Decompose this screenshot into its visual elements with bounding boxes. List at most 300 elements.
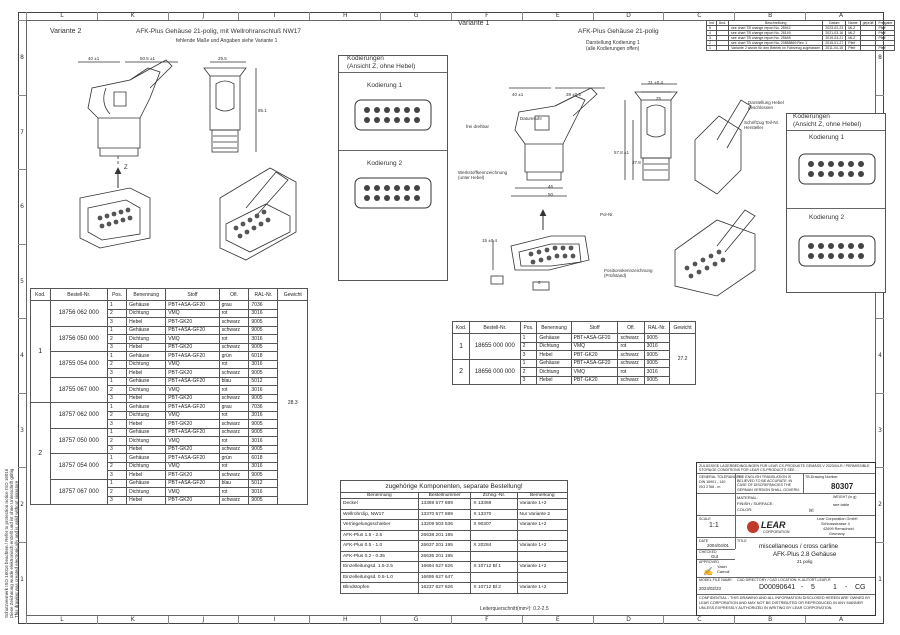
- zone-label: I: [238, 616, 309, 624]
- parts-cell: 5012: [249, 377, 278, 386]
- parts-cell: schwarz: [219, 326, 249, 335]
- parts-cell: Hebel: [127, 318, 166, 327]
- order-number-cell: 18755 054 000: [50, 352, 108, 378]
- parts-cell: 9005: [644, 351, 670, 360]
- parts-cell: Dichtung: [127, 411, 166, 420]
- parts-cell: PBT+ASA-GF20: [166, 428, 219, 437]
- components-cell: X 13369: [471, 499, 517, 510]
- parts-cell: Gehäuse: [127, 352, 166, 361]
- parts-cell: PBT+ASA-GF20: [166, 301, 219, 310]
- parts-cell: schwarz: [219, 420, 249, 429]
- rev-cell: 3: [707, 36, 717, 41]
- parts-cell: 1: [108, 403, 127, 412]
- zone-label: I: [238, 12, 309, 20]
- revision-table: [706, 20, 895, 51]
- components-header: Benennung: [341, 493, 419, 499]
- v2-view-z: Z: [124, 165, 128, 171]
- kod-left-k1: Kodierung 1: [367, 82, 403, 89]
- parts-cell: PBT-GK20: [166, 420, 219, 429]
- order-number-cell: 18656 000 000: [470, 359, 520, 385]
- parts-cell: 3: [108, 445, 127, 454]
- zone-label: 8: [18, 20, 26, 95]
- components-cell: Einzelleitungsd. 0.5-1.0: [341, 572, 419, 583]
- rev-cell: 2023-02-23: [823, 26, 846, 31]
- parts-cell: 3: [108, 471, 127, 480]
- side-note: [2, 470, 18, 620]
- components-cell: Variante 1+2: [517, 583, 568, 594]
- parts-cell: schwarz: [219, 445, 249, 454]
- parts-cell: Dichtung: [537, 368, 571, 377]
- rev-header: Beschreibung: [729, 21, 823, 26]
- tb-country: Germany: [829, 532, 845, 536]
- tb-tol-value: DIN 16901 - 140: [699, 480, 726, 484]
- parts-cell: PBT+ASA-GF20: [571, 359, 618, 368]
- v1-dim-37: 37.8: [632, 160, 641, 165]
- parts-cell: schwarz: [618, 334, 644, 343]
- side-note-2: Diese Zeichnung wurde elektronisch erstellt und ist ohne Unterschrift gültig: [9, 468, 14, 618]
- rev-cell: 2015-01-27: [823, 41, 846, 46]
- v1-note-drehbar: frei drehbar: [466, 124, 490, 129]
- parts-left-header: Stoff: [166, 289, 219, 301]
- tb-approver: Yasin Camoli: [717, 564, 730, 574]
- zone-label: A: [805, 616, 876, 624]
- v2-dim-40: 40 ±1: [88, 56, 100, 61]
- parts-cell: Dichtung: [127, 309, 166, 318]
- parts-cell: 9005: [249, 420, 278, 429]
- tb-company: Lear Corporation GmbH: [817, 517, 858, 521]
- table-row: [31, 454, 308, 463]
- parts-cell: 1: [108, 428, 127, 437]
- zone-label: E: [522, 616, 593, 624]
- parts-cell: schwarz: [219, 471, 249, 480]
- variant2-label: Variante 2: [50, 28, 82, 35]
- tb-dash: -: [801, 584, 804, 591]
- parts-left-header: Kod.: [31, 289, 51, 301]
- parts-cell: grün: [219, 454, 249, 463]
- parts-cell: Gehäuse: [127, 428, 166, 437]
- components-cell: [517, 572, 568, 583]
- table-row: [453, 359, 696, 368]
- zone-label: 4: [876, 318, 884, 393]
- parts-cell: PBT+ASA-GF20: [166, 352, 219, 361]
- components-cell: Verriegelungsschieber: [341, 520, 419, 531]
- parts-cell: PBT-GK20: [166, 471, 219, 480]
- parts-cell: PBT-GK20: [166, 343, 219, 352]
- kodierungen-left-panel: [338, 55, 448, 281]
- parts-cell: Hebel: [127, 343, 166, 352]
- parts-cell: 9005: [249, 428, 278, 437]
- parts-cell: Gehäuse: [537, 359, 571, 368]
- rev-cell: see chart TB change report No. 28149: [729, 31, 823, 36]
- components-cell: [471, 572, 517, 583]
- v1-dim-46: 46: [548, 184, 554, 189]
- order-number-cell: 18755 067 000: [50, 377, 108, 403]
- order-number-cell: 18757 067 000: [50, 479, 108, 505]
- tb-storage-note: ZULÄSSIGE LAGERBEDINGUNGEN FÜR LEAR CS-PRODUKTE GEMÄSS V 2023/04-R / PERMISSIBLE STORAGE CONDITIONS FOR LEAR CS-PRODUCTS SEE ...: [699, 464, 870, 472]
- parts-cell: 3016: [249, 360, 278, 369]
- parts-cell: Hebel: [537, 351, 571, 360]
- parts-cell: Hebel: [127, 369, 166, 378]
- zone-label: C: [663, 12, 734, 20]
- kod-right-title: Kodierungen: [793, 113, 830, 120]
- components-cell: Einzelleitungsd. 1.5-2.5: [341, 562, 419, 573]
- table-row: [341, 499, 568, 510]
- parts-cell: 6018: [249, 454, 278, 463]
- rev-cell: 4: [707, 31, 717, 36]
- title-block: [696, 462, 876, 616]
- components-cell: Nur Variante 2: [517, 509, 568, 520]
- components-cell: Variante 1+2: [517, 520, 568, 531]
- parts-cell: rot: [219, 309, 249, 318]
- parts-right-header: Pos.: [520, 322, 537, 334]
- components-cell: X 10712 Bl 1: [471, 562, 517, 573]
- tb-translation-note: THE ENGLISH TRANSLATION IS BELIEVED TO BE ACCURATE. IN CASE OF DISCREPANCIES THE GERMAN VERSION SHALL GOVERN.: [737, 475, 800, 492]
- tb-lear-logo: LEAR: [761, 520, 786, 530]
- v1-note-werkstoff: Werkstoffkennzeichnung (unter Hebel): [458, 170, 508, 180]
- order-number-cell: 18757 062 000: [50, 403, 108, 429]
- parts-cell: 6018: [249, 352, 278, 361]
- parts-cell: Dichtung: [127, 386, 166, 395]
- parts-right-header: Bestell-Nr.: [470, 322, 520, 334]
- components-cell: 16695 627 647: [418, 572, 471, 583]
- table-row: [341, 509, 568, 520]
- kod-cell: 2: [31, 403, 51, 505]
- parts-cell: Hebel: [127, 420, 166, 429]
- parts-cell: grün: [219, 352, 249, 361]
- zone-label: B: [734, 616, 805, 624]
- parts-cell: 3016: [249, 309, 278, 318]
- parts-right-header: RAL-Nr.: [644, 322, 670, 334]
- rev-cell: see chart TB change report No. 25648: [729, 36, 823, 41]
- parts-cell: 3: [108, 496, 127, 505]
- tb-drawing-no: 80307: [831, 482, 854, 491]
- tb-scale: 1:1: [709, 522, 719, 529]
- rev-cell: 2021-03-16: [823, 31, 846, 36]
- rev-header: Ind: [707, 21, 717, 26]
- weight-cell: 28.3: [278, 301, 308, 505]
- v1-note-pol: Pol-Nr.: [600, 212, 614, 217]
- zone-labels-left: [18, 20, 26, 616]
- parts-cell: 2: [520, 342, 537, 351]
- tb-rev: 5: [811, 584, 815, 591]
- rev-cell: Pfeif: [876, 36, 895, 41]
- zone-label: 6: [18, 169, 26, 244]
- parts-cell: Dichtung: [127, 488, 166, 497]
- parts-cell: 3016: [249, 462, 278, 471]
- zone-label: D: [593, 616, 664, 624]
- parts-cell: 9005: [249, 369, 278, 378]
- tb-model-file: MODEL FILE NAME:: [699, 578, 733, 582]
- v1-note-schrift: Schriftzug Teil-Nr. Hersteller: [744, 120, 780, 130]
- zone-labels-top: [26, 12, 876, 20]
- parts-cell: VMQ: [166, 309, 219, 318]
- tb-scale-label: SCALE: [699, 517, 711, 521]
- parts-cell: 1: [108, 377, 127, 386]
- zone-label: 3: [876, 393, 884, 468]
- parts-cell: VMQ: [166, 411, 219, 420]
- tb-unit: [g]: [809, 507, 814, 512]
- signature-mark: ✍: [703, 567, 713, 576]
- table-row: [341, 572, 568, 583]
- components-cell: X 13370: [471, 509, 517, 520]
- parts-cell: Hebel: [127, 394, 166, 403]
- parts-cell: PBT-GK20: [166, 445, 219, 454]
- parts-cell: PBT-GK20: [166, 369, 219, 378]
- parts-cell: PBT+ASA-GF20: [166, 454, 219, 463]
- parts-cell: 2: [108, 411, 127, 420]
- components-cell: 16694 627 626: [418, 562, 471, 573]
- rev-cell: MLZ: [846, 26, 860, 31]
- table-row: [31, 377, 308, 386]
- parts-cell: PBT+ASA-GF20: [166, 326, 219, 335]
- table-row: [341, 583, 568, 594]
- tb-street: Schlossstrasse 4: [821, 522, 850, 526]
- parts-cell: 3016: [249, 488, 278, 497]
- zone-label: B: [734, 12, 805, 20]
- tb-doc-no: D00090641: [759, 584, 796, 591]
- components-cell: [471, 530, 517, 541]
- parts-cell: PBT+ASA-GF20: [166, 377, 219, 386]
- rev-cell: see chart TB change report No. 20888869 Rev. 1: [729, 41, 823, 46]
- variant1-title: AFK-Plus Gehäuse 21-polig: [578, 28, 659, 35]
- parts-cell: 9005: [249, 394, 278, 403]
- components-cell: 26637 201 195: [418, 541, 471, 552]
- components-table: [340, 480, 568, 594]
- v1-dim-57: 57.8 ±1: [614, 150, 629, 155]
- parts-cell: rot: [219, 411, 249, 420]
- tb-lear-sub: CORPORATION: [763, 530, 790, 534]
- parts-cell: 9005: [249, 445, 278, 454]
- components-cell: Variante 1+2: [517, 499, 568, 510]
- zone-label: 2: [18, 467, 26, 542]
- components-cell: Wellrohrclip, NW17: [341, 509, 419, 520]
- parts-cell: Gehäuse: [537, 334, 571, 343]
- parts-cell: 3016: [249, 386, 278, 395]
- parts-cell: VMQ: [571, 368, 618, 377]
- v1-note-hebel: Darstellung Hebel geschlossen: [748, 100, 784, 110]
- zone-labels-right: [876, 20, 884, 616]
- parts-cell: Gehäuse: [127, 377, 166, 386]
- parts-cell: Gehäuse: [127, 326, 166, 335]
- parts-cell: 3: [108, 318, 127, 327]
- components-cell: AFK-Plus 1.5 - 2.5: [341, 530, 419, 541]
- order-number-cell: 18756 062 000: [50, 301, 108, 327]
- parts-cell: schwarz: [618, 351, 644, 360]
- components-cell: Deckel: [341, 499, 419, 510]
- components-cell: Blindstopfen: [341, 583, 419, 594]
- parts-cell: 9005: [644, 359, 670, 368]
- variant1-label: Variante 1: [458, 20, 490, 27]
- kod-left-title: Kodierungen: [347, 55, 384, 62]
- table-row: [31, 479, 308, 488]
- rev-cell: 2011-04-15: [823, 46, 846, 51]
- side-note-1: Schutzvermerk ISO 16016 beachten / Refer to protection notice ISO 16016: [4, 468, 9, 618]
- tb-finish-label: FINISH / SURFACE:: [737, 501, 774, 506]
- parts-cell: 9005: [249, 496, 278, 505]
- parts-cell: 1: [108, 352, 127, 361]
- parts-cell: PBT+ASA-GF20: [571, 334, 618, 343]
- rev-cell: 1: [707, 46, 717, 51]
- side-note-3: This drawing was created electronically and is valid without signature: [14, 480, 19, 618]
- rev-cell: see chart TB change report No. 28942: [729, 26, 823, 31]
- components-title-row: [341, 481, 568, 493]
- parts-cell: schwarz: [219, 496, 249, 505]
- zone-label: 2: [876, 467, 884, 542]
- v1-dim-40: 40 ±1: [512, 92, 524, 97]
- order-number-cell: 18757 054 000: [50, 454, 108, 480]
- parts-cell: 3: [108, 394, 127, 403]
- tb-sheet-sep: -: [845, 584, 848, 591]
- table-row: [31, 326, 308, 335]
- v2-dim-85: 85.1: [258, 108, 267, 113]
- v1-dim-50: 50: [548, 192, 554, 197]
- parts-cell: 9005: [249, 343, 278, 352]
- components-cell: 13369 577 699: [418, 499, 471, 510]
- parts-cell: 2: [108, 309, 127, 318]
- tb-title-label: TITLE: [737, 539, 747, 543]
- parts-cell: 1: [108, 479, 127, 488]
- tb-checked-label: CHECKED: [699, 550, 717, 554]
- rev-cell: [716, 46, 728, 51]
- zone-label: H: [309, 616, 380, 624]
- parts-cell: 9005: [644, 376, 670, 385]
- parts-cell: 1: [108, 301, 127, 310]
- parts-cell: rot: [618, 342, 644, 351]
- variant1-subtitle1: Darstellung Kodierung 1: [586, 40, 640, 46]
- zone-label: H: [309, 12, 380, 20]
- variant1-subtitle2: (alle Kodierungen offen): [586, 46, 640, 52]
- table-row: [341, 541, 568, 552]
- parts-table-left: [30, 288, 308, 505]
- components-cell: 16237 627 626: [418, 583, 471, 594]
- parts-cell: Hebel: [127, 445, 166, 454]
- parts-left-header: Ofl.: [219, 289, 249, 301]
- zone-label: 7: [18, 95, 26, 170]
- tb-date: 2004/04/01: [707, 543, 729, 548]
- parts-cell: 3: [108, 343, 127, 352]
- components-header: Bemerkung: [517, 493, 568, 499]
- table-row: [341, 551, 568, 562]
- parts-cell: blau: [219, 479, 249, 488]
- parts-cell: Hebel: [127, 471, 166, 480]
- parts-cell: rot: [219, 437, 249, 446]
- components-cell: [471, 551, 517, 562]
- parts-cell: rot: [219, 360, 249, 369]
- components-footnote: Leiterquerschnitt(mm²): 0.2-2.5: [480, 606, 549, 612]
- components-cell: AFK-Plus 0.2 - 0.35: [341, 551, 419, 562]
- parts-cell: PBT+ASA-GF20: [166, 403, 219, 412]
- weight-cell: 27.2: [670, 334, 696, 385]
- rev-cell: Pfeif: [846, 41, 860, 46]
- zone-label: G: [380, 12, 451, 20]
- parts-cell: 1: [108, 326, 127, 335]
- parts-cell: PBT+ASA-GF20: [166, 479, 219, 488]
- parts-cell: 3: [108, 420, 127, 429]
- components-cell: 26638 201 195: [418, 530, 471, 541]
- rev-header: Name: [846, 21, 860, 26]
- parts-cell: 2: [108, 437, 127, 446]
- parts-cell: Dichtung: [127, 462, 166, 471]
- components-header: Bestellnummer: [418, 493, 471, 499]
- parts-cell: rot: [219, 462, 249, 471]
- parts-left-header: Bestell-Nr.: [50, 289, 108, 301]
- parts-cell: rot: [219, 488, 249, 497]
- rev-cell: Variante 2 wurde für den Betrieb im Fahrzeug zugelassen: [729, 46, 823, 51]
- parts-cell: rot: [219, 386, 249, 395]
- parts-cell: Dichtung: [127, 437, 166, 446]
- rev-cell: Pfeif: [876, 31, 895, 36]
- kodierungen-right-panel: [786, 113, 886, 293]
- v1-dim-15: 15 ±0.4: [482, 238, 497, 243]
- parts-cell: 1: [520, 359, 537, 368]
- table-row: [341, 562, 568, 573]
- order-number-cell: 18757 050 000: [50, 428, 108, 454]
- parts-table-right: [452, 321, 696, 385]
- tb-title2: AFK-Plus 2.8 Gehäuse: [773, 551, 837, 558]
- parts-cell: rot: [219, 335, 249, 344]
- parts-cell: VMQ: [571, 342, 618, 351]
- rev-header: Freigabe: [876, 21, 895, 26]
- rev-cell: Pfeif: [876, 26, 895, 31]
- parts-right-header: Ofl.: [618, 322, 644, 334]
- v1-dim-31: 31 ±0.4: [648, 80, 663, 85]
- components-header: Zchng.-Nr.: [471, 493, 517, 499]
- v2-dim-29: 29.5: [218, 56, 227, 61]
- parts-left-header: Pos.: [108, 289, 127, 301]
- kod-cell: 1: [31, 301, 51, 403]
- parts-cell: grau: [219, 403, 249, 412]
- parts-cell: schwarz: [219, 428, 249, 437]
- parts-cell: blau: [219, 377, 249, 386]
- parts-cell: Gehäuse: [127, 454, 166, 463]
- parts-cell: Dichtung: [127, 360, 166, 369]
- parts-cell: schwarz: [219, 369, 249, 378]
- parts-cell: 2: [108, 488, 127, 497]
- components-cell: AFK-Plus 0.5 - 1.0: [341, 541, 419, 552]
- components-cell: Variante 1+2: [517, 541, 568, 552]
- variant2-title: AFK-Plus Gehäuse 21-polig, mit Wellrohranschluß NW17: [136, 28, 301, 35]
- tb-tol2: ISO 2768 - m: [699, 485, 721, 489]
- parts-cell: schwarz: [219, 318, 249, 327]
- parts-cell: Gehäuse: [127, 403, 166, 412]
- zone-labels-bottom: [26, 616, 876, 624]
- rev-cell: MLZ: [846, 31, 860, 36]
- parts-left-header: Gewicht: [278, 289, 308, 301]
- table-row: [453, 334, 696, 343]
- tb-city: 42699 Remscheid: [823, 527, 854, 531]
- tb-approved-label: APPROVED: [699, 560, 719, 564]
- kod-right-subtitle: (Ansicht Z, ohne Hebel): [793, 121, 862, 128]
- kod-cell: 1: [453, 334, 470, 360]
- parts-cell: 2: [520, 368, 537, 377]
- table-row: [31, 352, 308, 361]
- zone-label: L: [26, 616, 97, 624]
- v1-dim-25: 25: [656, 96, 662, 101]
- parts-cell: Gehäuse: [127, 301, 166, 310]
- kod-left-k1-face: [353, 96, 433, 136]
- parts-cell: VMQ: [166, 437, 219, 446]
- rev-cell: [860, 46, 876, 51]
- v1-dim-6: 6: [538, 280, 541, 285]
- parts-cell: 2: [108, 462, 127, 471]
- parts-cell: schwarz: [219, 343, 249, 352]
- kod-right-k1: Kodierung 1: [809, 134, 845, 141]
- components-cell: Variante 1+2: [517, 562, 568, 573]
- parts-cell: 3016: [249, 335, 278, 344]
- kod-left-k2: Kodierung 2: [367, 160, 403, 167]
- parts-cell: 9005: [249, 318, 278, 327]
- table-row: [31, 301, 308, 310]
